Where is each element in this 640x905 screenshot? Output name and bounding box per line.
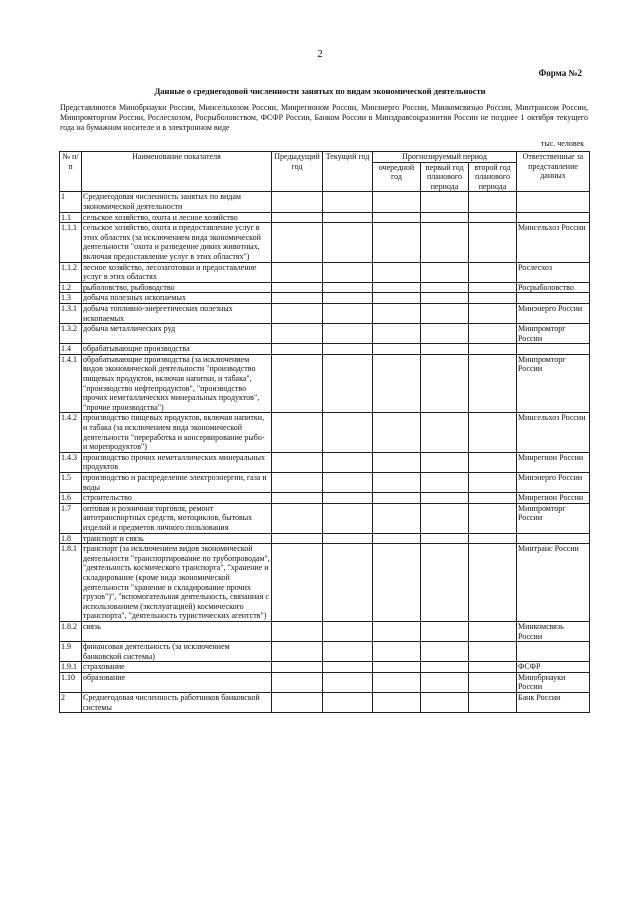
cell-plan-year-1 — [421, 672, 469, 692]
row-indicator-name: рыболовство, рыбоводство — [82, 282, 272, 293]
table-row — [60, 693, 590, 713]
cell-plan-year-2 — [469, 324, 517, 344]
cell-prev-year — [272, 693, 323, 713]
row-responsible: Минэнерго России — [517, 303, 590, 323]
row-num: 1.2 — [60, 282, 82, 293]
row-responsible — [517, 192, 590, 212]
employment-table — [59, 151, 590, 713]
row-responsible: Минпромторг России — [517, 354, 590, 413]
cell-plan-year-2 — [469, 662, 517, 673]
row-indicator-name: обрабатывающие производства (за исключением видов экономической деятельности "производство пищевых продуктов, включая напитки, и табака", "производство нефтепродуктов", "производство прочих неметаллических минеральных продуктов", "прочие производства") — [82, 354, 272, 413]
table-body — [60, 192, 590, 713]
row-responsible: Минобрнауки России — [517, 672, 590, 692]
cell-plan-year-2 — [469, 642, 517, 662]
header-prev-year: Предыдущий год — [272, 152, 323, 192]
cell-plan-year-1 — [421, 282, 469, 293]
cell-plan-year-1 — [421, 293, 469, 304]
cell-current-year — [323, 293, 373, 304]
row-num: 1.4.1 — [60, 354, 82, 413]
cell-next-year — [373, 324, 421, 344]
cell-next-year — [373, 262, 421, 282]
cell-plan-year-1 — [421, 533, 469, 544]
cell-current-year — [323, 533, 373, 544]
cell-current-year — [323, 493, 373, 504]
cell-plan-year-2 — [469, 452, 517, 472]
row-responsible: Минсельхоз России — [517, 413, 590, 452]
cell-current-year — [323, 303, 373, 323]
cell-current-year — [323, 662, 373, 673]
cell-prev-year — [272, 672, 323, 692]
cell-plan-year-1 — [421, 262, 469, 282]
table-row — [60, 223, 590, 262]
row-indicator-name: транспорт и связь — [82, 533, 272, 544]
cell-plan-year-2 — [469, 533, 517, 544]
cell-next-year — [373, 503, 421, 533]
cell-next-year — [373, 192, 421, 212]
row-indicator-name: сельское хозяйство, охота и лесное хозяйство — [82, 212, 272, 223]
row-responsible: Рослесхоз — [517, 262, 590, 282]
row-indicator-name: добыча металлических руд — [82, 324, 272, 344]
header-responsible: Ответственные за представление данных — [517, 152, 590, 192]
table-row — [60, 621, 590, 641]
cell-prev-year — [272, 303, 323, 323]
table-row — [60, 473, 590, 493]
cell-next-year — [373, 493, 421, 504]
table-row — [60, 413, 590, 452]
cell-current-year — [323, 503, 373, 533]
header-plan-year-1: первый год планового периода — [421, 162, 469, 192]
cell-next-year — [373, 533, 421, 544]
row-responsible: Минсельхоз России — [517, 223, 590, 262]
cell-next-year — [373, 223, 421, 262]
row-indicator-name: производство пищевых продуктов, включая напитки, и табака (за исключением вида экономической деятельности "переработка и консервирование рыбо- и морепродуктов") — [82, 413, 272, 452]
row-num: 1.4.3 — [60, 452, 82, 472]
cell-prev-year — [272, 344, 323, 355]
cell-prev-year — [272, 192, 323, 212]
table-row — [60, 303, 590, 323]
cell-current-year — [323, 473, 373, 493]
cell-plan-year-1 — [421, 212, 469, 223]
cell-plan-year-2 — [469, 344, 517, 355]
cell-prev-year — [272, 262, 323, 282]
cell-current-year — [323, 452, 373, 472]
cell-prev-year — [272, 212, 323, 223]
row-indicator-name: финансовая деятельность (за исключением банковской системы) — [82, 642, 272, 662]
cell-next-year — [373, 672, 421, 692]
cell-plan-year-1 — [421, 493, 469, 504]
table-row — [60, 324, 590, 344]
cell-prev-year — [272, 223, 323, 262]
cell-next-year — [373, 473, 421, 493]
row-indicator-name: строительство — [82, 493, 272, 504]
row-num: 2 — [60, 693, 82, 713]
cell-prev-year — [272, 354, 323, 413]
cell-plan-year-2 — [469, 503, 517, 533]
cell-plan-year-2 — [469, 672, 517, 692]
row-indicator-name: образование — [82, 672, 272, 692]
cell-plan-year-1 — [421, 324, 469, 344]
cell-plan-year-2 — [469, 293, 517, 304]
table-row — [60, 533, 590, 544]
row-responsible: Минпромторг России — [517, 324, 590, 344]
cell-next-year — [373, 354, 421, 413]
cell-plan-year-1 — [421, 223, 469, 262]
cell-plan-year-1 — [421, 452, 469, 472]
cell-prev-year — [272, 621, 323, 641]
cell-plan-year-1 — [421, 413, 469, 452]
cell-current-year — [323, 354, 373, 413]
cell-plan-year-2 — [469, 493, 517, 504]
table-row — [60, 544, 590, 622]
cell-prev-year — [272, 452, 323, 472]
cell-plan-year-1 — [421, 503, 469, 533]
table-row — [60, 672, 590, 692]
header-plan-year-2: второй год планового периода — [469, 162, 517, 192]
row-responsible: Банк России — [517, 693, 590, 713]
cell-plan-year-2 — [469, 262, 517, 282]
cell-prev-year — [272, 503, 323, 533]
row-responsible: Минпромторг России — [517, 503, 590, 533]
row-num: 1.6 — [60, 493, 82, 504]
header-indicator-name: Наименование показателя — [82, 152, 272, 192]
cell-prev-year — [272, 293, 323, 304]
cell-plan-year-2 — [469, 544, 517, 622]
cell-current-year — [323, 223, 373, 262]
cell-next-year — [373, 452, 421, 472]
cell-prev-year — [272, 662, 323, 673]
row-num: 1.1 — [60, 212, 82, 223]
header-current-year: Текущий год — [323, 152, 373, 192]
row-num: 1.8.2 — [60, 621, 82, 641]
cell-prev-year — [272, 493, 323, 504]
table-row — [60, 354, 590, 413]
cell-plan-year-1 — [421, 354, 469, 413]
row-responsible: Минтранс России — [517, 544, 590, 622]
cell-current-year — [323, 621, 373, 641]
intro-text: Представляются Минобрнауки России, Минсельхозом России, Минрегионом России, Минэнерго России, Минкомсвязью России, Минтрансом России, Минпромторгом России, Рослесхозом, Росрыболовством, ФСФР России, Банком России в Минздравсоцразвития России не позднее 1 октября текущего года на бумажном носителе и в электронном виде — [60, 103, 588, 132]
cell-prev-year — [272, 473, 323, 493]
cell-plan-year-2 — [469, 621, 517, 641]
cell-plan-year-1 — [421, 473, 469, 493]
row-num: 1.9 — [60, 642, 82, 662]
cell-plan-year-2 — [469, 693, 517, 713]
table-row — [60, 452, 590, 472]
cell-next-year — [373, 212, 421, 223]
table-row — [60, 503, 590, 533]
cell-plan-year-2 — [469, 192, 517, 212]
row-indicator-name: добыча полезных ископаемых — [82, 293, 272, 304]
page-number: 2 — [317, 48, 323, 60]
row-responsible — [517, 533, 590, 544]
cell-current-year — [323, 693, 373, 713]
cell-plan-year-1 — [421, 192, 469, 212]
cell-plan-year-2 — [469, 473, 517, 493]
cell-plan-year-2 — [469, 282, 517, 293]
row-num: 1.4 — [60, 344, 82, 355]
cell-plan-year-1 — [421, 344, 469, 355]
row-num: 1.3 — [60, 293, 82, 304]
row-responsible: Минэнерго России — [517, 473, 590, 493]
row-num: 1.7 — [60, 503, 82, 533]
row-responsible — [517, 293, 590, 304]
row-num: 1.3.1 — [60, 303, 82, 323]
cell-current-year — [323, 192, 373, 212]
cell-next-year — [373, 413, 421, 452]
row-responsible: Минрегион России — [517, 452, 590, 472]
table-row — [60, 262, 590, 282]
cell-prev-year — [272, 282, 323, 293]
cell-plan-year-1 — [421, 621, 469, 641]
row-responsible: Минкомсвязь России — [517, 621, 590, 641]
row-indicator-name: Среднегодовая численность работников банковской системы — [82, 693, 272, 713]
row-num: 1 — [60, 192, 82, 212]
row-responsible — [517, 212, 590, 223]
cell-next-year — [373, 544, 421, 622]
table-row — [60, 293, 590, 304]
row-num: 1.8 — [60, 533, 82, 544]
cell-current-year — [323, 282, 373, 293]
cell-current-year — [323, 672, 373, 692]
row-responsible — [517, 344, 590, 355]
row-responsible — [517, 642, 590, 662]
cell-plan-year-1 — [421, 693, 469, 713]
cell-next-year — [373, 642, 421, 662]
row-responsible: Росрыболовство — [517, 282, 590, 293]
document-title: Данные о среднегодовой численности занятых по видам экономической деятельности — [154, 86, 486, 96]
cell-prev-year — [272, 533, 323, 544]
cell-current-year — [323, 324, 373, 344]
header-next-year: очередной год — [373, 162, 421, 192]
row-indicator-name: обрабатывающие производства — [82, 344, 272, 355]
cell-current-year — [323, 642, 373, 662]
row-num: 1.1.1 — [60, 223, 82, 262]
row-num: 1.5 — [60, 473, 82, 493]
row-responsible: ФСФР — [517, 662, 590, 673]
header-num: № п/п — [60, 152, 82, 192]
cell-plan-year-2 — [469, 413, 517, 452]
cell-current-year — [323, 544, 373, 622]
table-row — [60, 662, 590, 673]
row-num: 1.10 — [60, 672, 82, 692]
cell-next-year — [373, 282, 421, 293]
cell-plan-year-2 — [469, 223, 517, 262]
header-forecast-period: Прогнозируемый период — [373, 152, 517, 163]
cell-plan-year-1 — [421, 544, 469, 622]
row-indicator-name: сельское хозяйство, охота и предоставление услуг в этих областях (за исключением вида экономической деятельности "охота и разведение диких животных, включая предоставление услуг в этих областях") — [82, 223, 272, 262]
table-row — [60, 212, 590, 223]
cell-plan-year-2 — [469, 212, 517, 223]
cell-prev-year — [272, 544, 323, 622]
cell-next-year — [373, 693, 421, 713]
row-indicator-name: производство прочих неметаллических минеральных продуктов — [82, 452, 272, 472]
row-indicator-name: оптовая и розничная торговля, ремонт автотранспортных средств, мотоциклов, бытовых изделий и предметов личного пользования — [82, 503, 272, 533]
row-indicator-name: связь — [82, 621, 272, 641]
form-label: Форма №2 — [538, 68, 582, 78]
cell-current-year — [323, 413, 373, 452]
row-indicator-name: добыча топливно-энергетических полезных ископаемых — [82, 303, 272, 323]
cell-plan-year-2 — [469, 354, 517, 413]
cell-plan-year-1 — [421, 662, 469, 673]
row-num: 1.8.1 — [60, 544, 82, 622]
units-label: тыс. человек — [540, 139, 584, 148]
table-row — [60, 642, 590, 662]
cell-next-year — [373, 293, 421, 304]
cell-plan-year-2 — [469, 303, 517, 323]
table-row — [60, 192, 590, 212]
cell-prev-year — [272, 642, 323, 662]
cell-current-year — [323, 212, 373, 223]
table-row — [60, 344, 590, 355]
row-indicator-name: страхование — [82, 662, 272, 673]
row-num: 1.4.2 — [60, 413, 82, 452]
row-num: 1.3.2 — [60, 324, 82, 344]
table-row — [60, 282, 590, 293]
cell-prev-year — [272, 324, 323, 344]
cell-next-year — [373, 303, 421, 323]
row-num: 1.1.2 — [60, 262, 82, 282]
cell-current-year — [323, 262, 373, 282]
cell-prev-year — [272, 413, 323, 452]
cell-next-year — [373, 621, 421, 641]
cell-next-year — [373, 344, 421, 355]
cell-current-year — [323, 344, 373, 355]
cell-next-year — [373, 662, 421, 673]
row-indicator-name: Среднегодовая численность занятых по видам экономической деятельности — [82, 192, 272, 212]
row-indicator-name: транспорт (за исключением видов экономической деятельности "транспортирование по трубопроводам", "деятельность космического транспорта", "хранение и складирование (кроме вида экономической деятельности "хранение и складирование прочих грузов")", "вспомогательная деятельность, связанная с использованием (эксплуатацией) космического транспорта", "деятельность туристических агентств") — [83, 544, 270, 621]
row-indicator-name: производство и распределение электроэнергии, газа и воды — [82, 473, 272, 493]
table-row — [60, 493, 590, 504]
cell-plan-year-1 — [421, 642, 469, 662]
row-num: 1.9.1 — [60, 662, 82, 673]
row-responsible: Минрегион России — [517, 493, 590, 504]
row-indicator-name: лесное хозяйство, лесозаготовки и предоставление услуг в этих областях — [82, 262, 272, 282]
cell-plan-year-1 — [421, 303, 469, 323]
